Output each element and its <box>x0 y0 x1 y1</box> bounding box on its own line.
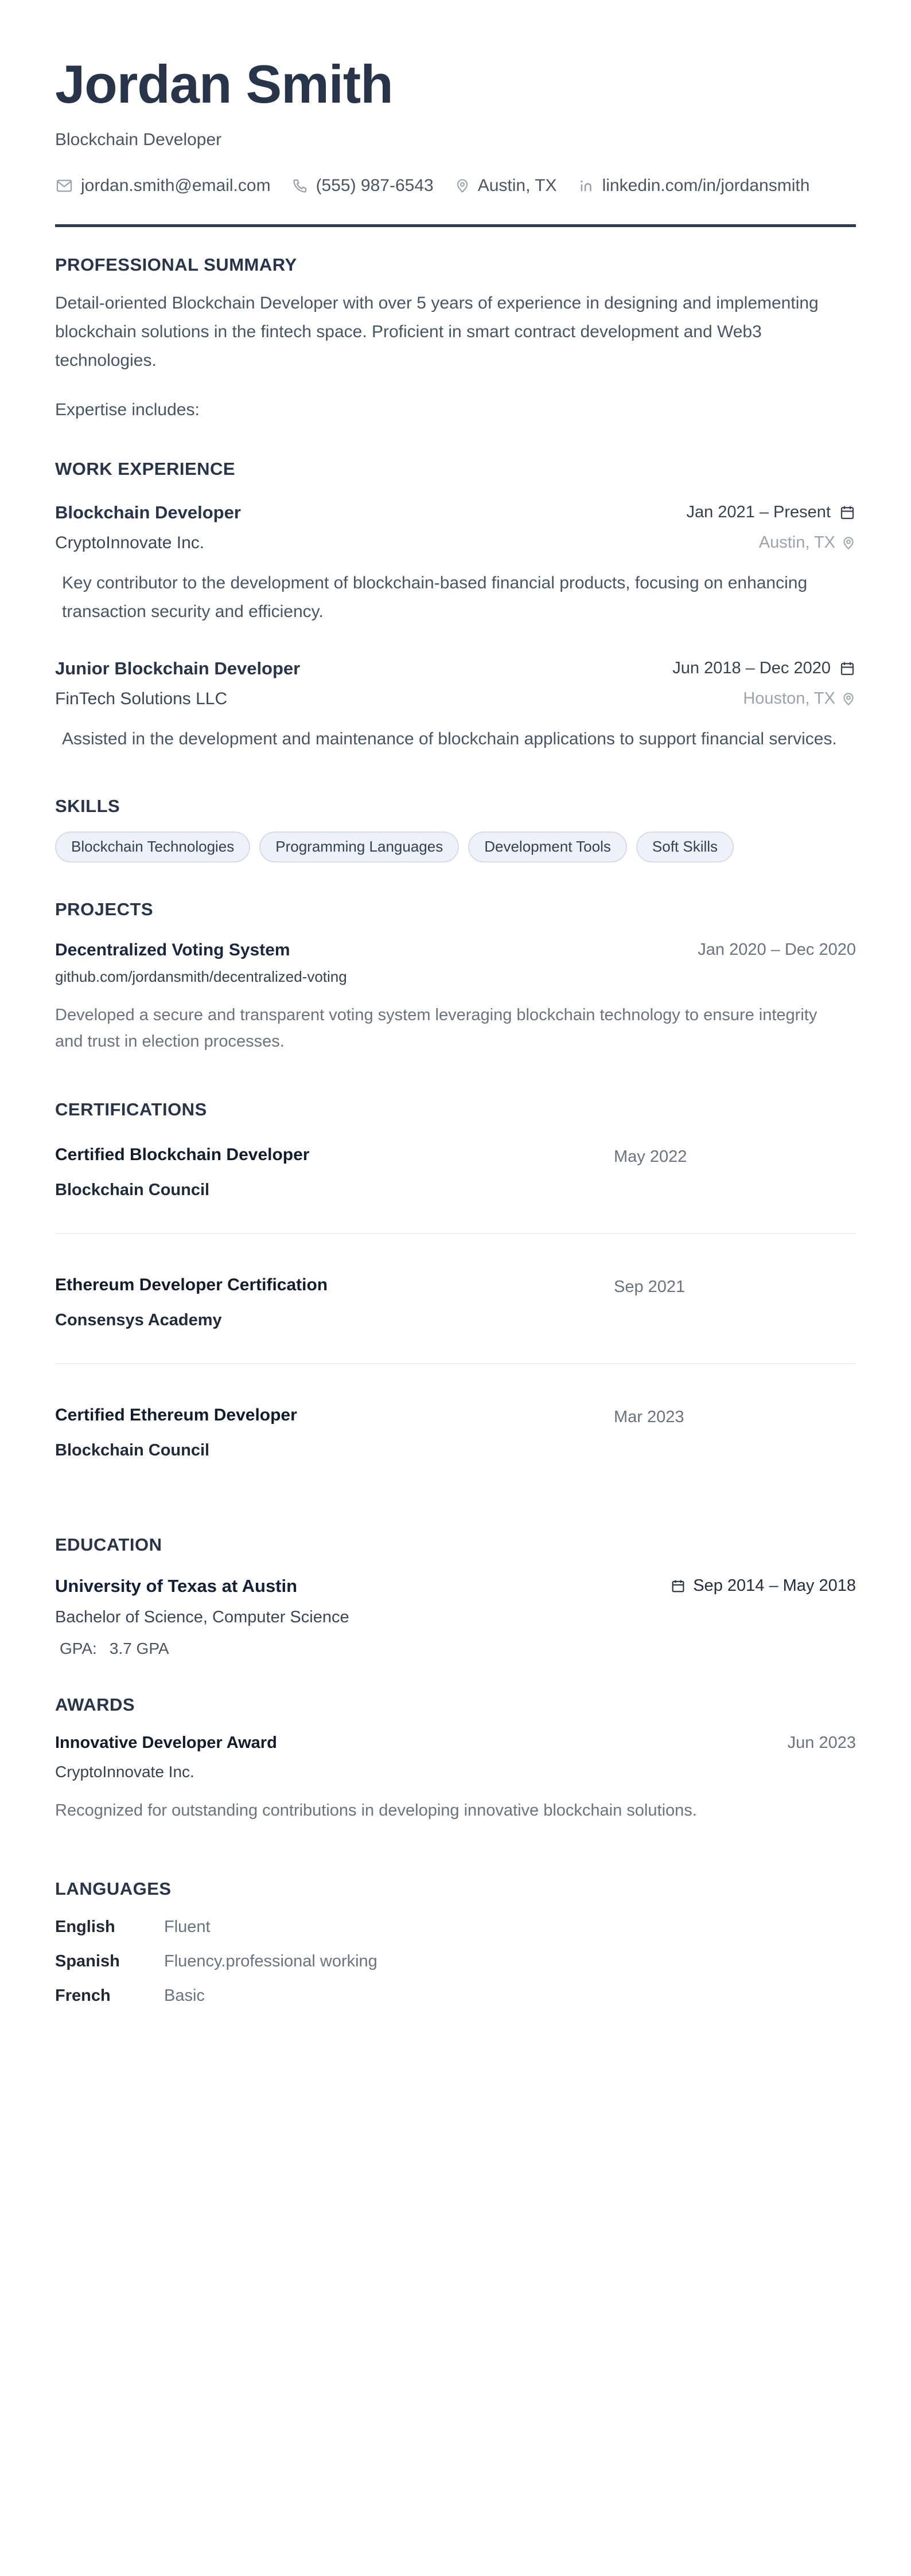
contact-linkedin <box>578 176 810 196</box>
certification-date: Sep 2021 <box>614 1277 686 1296</box>
phone-text: (555) 987-6543 <box>316 175 434 195</box>
certification-entry <box>55 1364 856 1493</box>
section-skills <box>55 796 856 862</box>
school-name: University of Texas at Austin <box>55 1575 298 1596</box>
person-job-title: Blockchain Developer <box>55 130 222 149</box>
skill-pills <box>55 832 856 862</box>
section-awards <box>55 1695 856 1824</box>
calendar-icon <box>839 504 856 521</box>
section-heading: PROFESSIONAL SUMMARY <box>55 254 297 275</box>
company-name: CryptoInnovate Inc. <box>55 533 205 552</box>
header-divider <box>55 224 856 227</box>
project-dates: Jan 2020 – Dec 2020 <box>698 940 856 959</box>
location-pin-icon <box>841 536 856 551</box>
education-dates-text: Sep 2014 – May 2018 <box>693 1576 856 1595</box>
skill-pill: Soft Skills <box>636 832 734 862</box>
location-text: Austin, TX <box>477 175 557 195</box>
certification-date: Mar 2023 <box>614 1407 684 1426</box>
calendar-icon <box>839 660 856 677</box>
section-heading: PROJECTS <box>55 899 154 919</box>
work-entry <box>55 658 856 754</box>
section-certifications <box>55 1099 856 1493</box>
job-location-text: Houston, TX <box>743 689 835 708</box>
job-title: Junior Blockchain Developer <box>55 658 301 678</box>
section-heading: WORK EXPERIENCE <box>55 458 236 479</box>
linkedin-icon <box>578 177 595 194</box>
section-work-experience <box>55 459 856 754</box>
summary-paragraph: Detail-oriented Blockchain Developer with over 5 years of experience in designing and implementing blockchain solutions in the fintech space. Proficient in smart contract development and Web3 technologies. <box>55 293 819 370</box>
job-location <box>743 689 856 708</box>
section-heading: EDUCATION <box>55 1534 162 1555</box>
section-languages <box>55 1879 856 2005</box>
degree: Bachelor of Science, Computer Science <box>55 1607 349 1626</box>
section-projects <box>55 899 856 1055</box>
education-dates <box>670 1576 856 1595</box>
award-date: Jun 2023 <box>787 1733 856 1752</box>
languages-table <box>55 1918 856 2005</box>
section-education <box>55 1535 856 1658</box>
section-professional-summary <box>55 255 856 424</box>
job-dates <box>686 503 856 522</box>
award-description: Recognized for outstanding contributions in developing innovative blockchain solutions. <box>55 1801 697 1820</box>
certification-name: Certified Ethereum Developer <box>55 1405 297 1424</box>
section-heading: SKILLS <box>55 795 120 816</box>
project-url: github.com/jordansmith/decentralized-voting <box>55 967 347 985</box>
certification-name: Ethereum Developer Certification <box>55 1275 328 1294</box>
contact-phone <box>291 176 434 196</box>
language-level: Fluency.professional working <box>164 1951 377 1970</box>
section-heading: LANGUAGES <box>55 1878 172 1899</box>
job-title: Blockchain Developer <box>55 502 241 522</box>
location-pin-icon <box>841 692 856 707</box>
email-text: jordan.smith@email.com <box>81 175 271 195</box>
project-entry <box>55 940 856 960</box>
gpa-value: 3.7 GPA <box>109 1639 169 1657</box>
job-dates-text: Jan 2021 – Present <box>686 503 831 522</box>
job-location-text: Austin, TX <box>758 533 835 552</box>
award-name: Innovative Developer Award <box>55 1733 277 1752</box>
section-heading: AWARDS <box>55 1694 135 1715</box>
expertise-label: Expertise includes: <box>55 400 200 419</box>
award-company: CryptoInnovate Inc. <box>55 1762 194 1781</box>
person-name: Jordan Smith <box>55 54 393 114</box>
certification-issuer: Blockchain Council <box>55 1441 210 1459</box>
work-entry <box>55 502 856 626</box>
contact-row <box>55 176 856 196</box>
job-dates <box>672 659 856 678</box>
certification-issuer: Consensys Academy <box>55 1310 222 1329</box>
language-level: Basic <box>164 1986 205 2005</box>
job-location <box>759 533 856 552</box>
job-description: Assisted in the development and maintenance of blockchain applications to support financial services. <box>62 729 837 748</box>
envelope-icon <box>55 177 73 195</box>
certification-name: Certified Blockchain Developer <box>55 1145 310 1164</box>
language-name: Spanish <box>55 1951 120 1970</box>
linkedin-text: linkedin.com/in/jordansmith <box>602 175 810 195</box>
calendar-icon <box>670 1578 686 1594</box>
phone-icon <box>291 177 309 194</box>
gpa-row <box>55 1640 856 1658</box>
language-name: English <box>55 1917 115 1936</box>
certification-date: May 2022 <box>614 1147 687 1166</box>
award-entry <box>55 1734 856 1753</box>
gpa-label: GPA: <box>60 1639 97 1657</box>
company-name: FinTech Solutions LLC <box>55 689 228 708</box>
language-level: Fluent <box>164 1917 211 1936</box>
language-name: French <box>55 1986 111 2005</box>
certification-issuer: Blockchain Council <box>55 1180 210 1199</box>
job-dates-text: Jun 2018 – Dec 2020 <box>672 659 831 678</box>
certification-entry <box>55 1234 856 1364</box>
job-description: Key contributor to the development of blockchain-based financial products, focusing on enhancing transaction security and efficiency. <box>62 573 808 621</box>
contact-location <box>454 176 557 196</box>
contact-email <box>55 176 271 196</box>
skill-pill: Programming Languages <box>259 832 459 862</box>
location-pin-icon <box>454 178 470 194</box>
skill-pill: Blockchain Technologies <box>55 832 250 862</box>
project-description: Developed a secure and transparent voting system leveraging blockchain technology to ensure integrity and trust in election processes. <box>55 1005 817 1051</box>
section-heading: CERTIFICATIONS <box>55 1099 207 1119</box>
certification-entry <box>55 1145 856 1234</box>
project-title: Decentralized Voting System <box>55 940 290 959</box>
skill-pill: Development Tools <box>468 832 627 862</box>
